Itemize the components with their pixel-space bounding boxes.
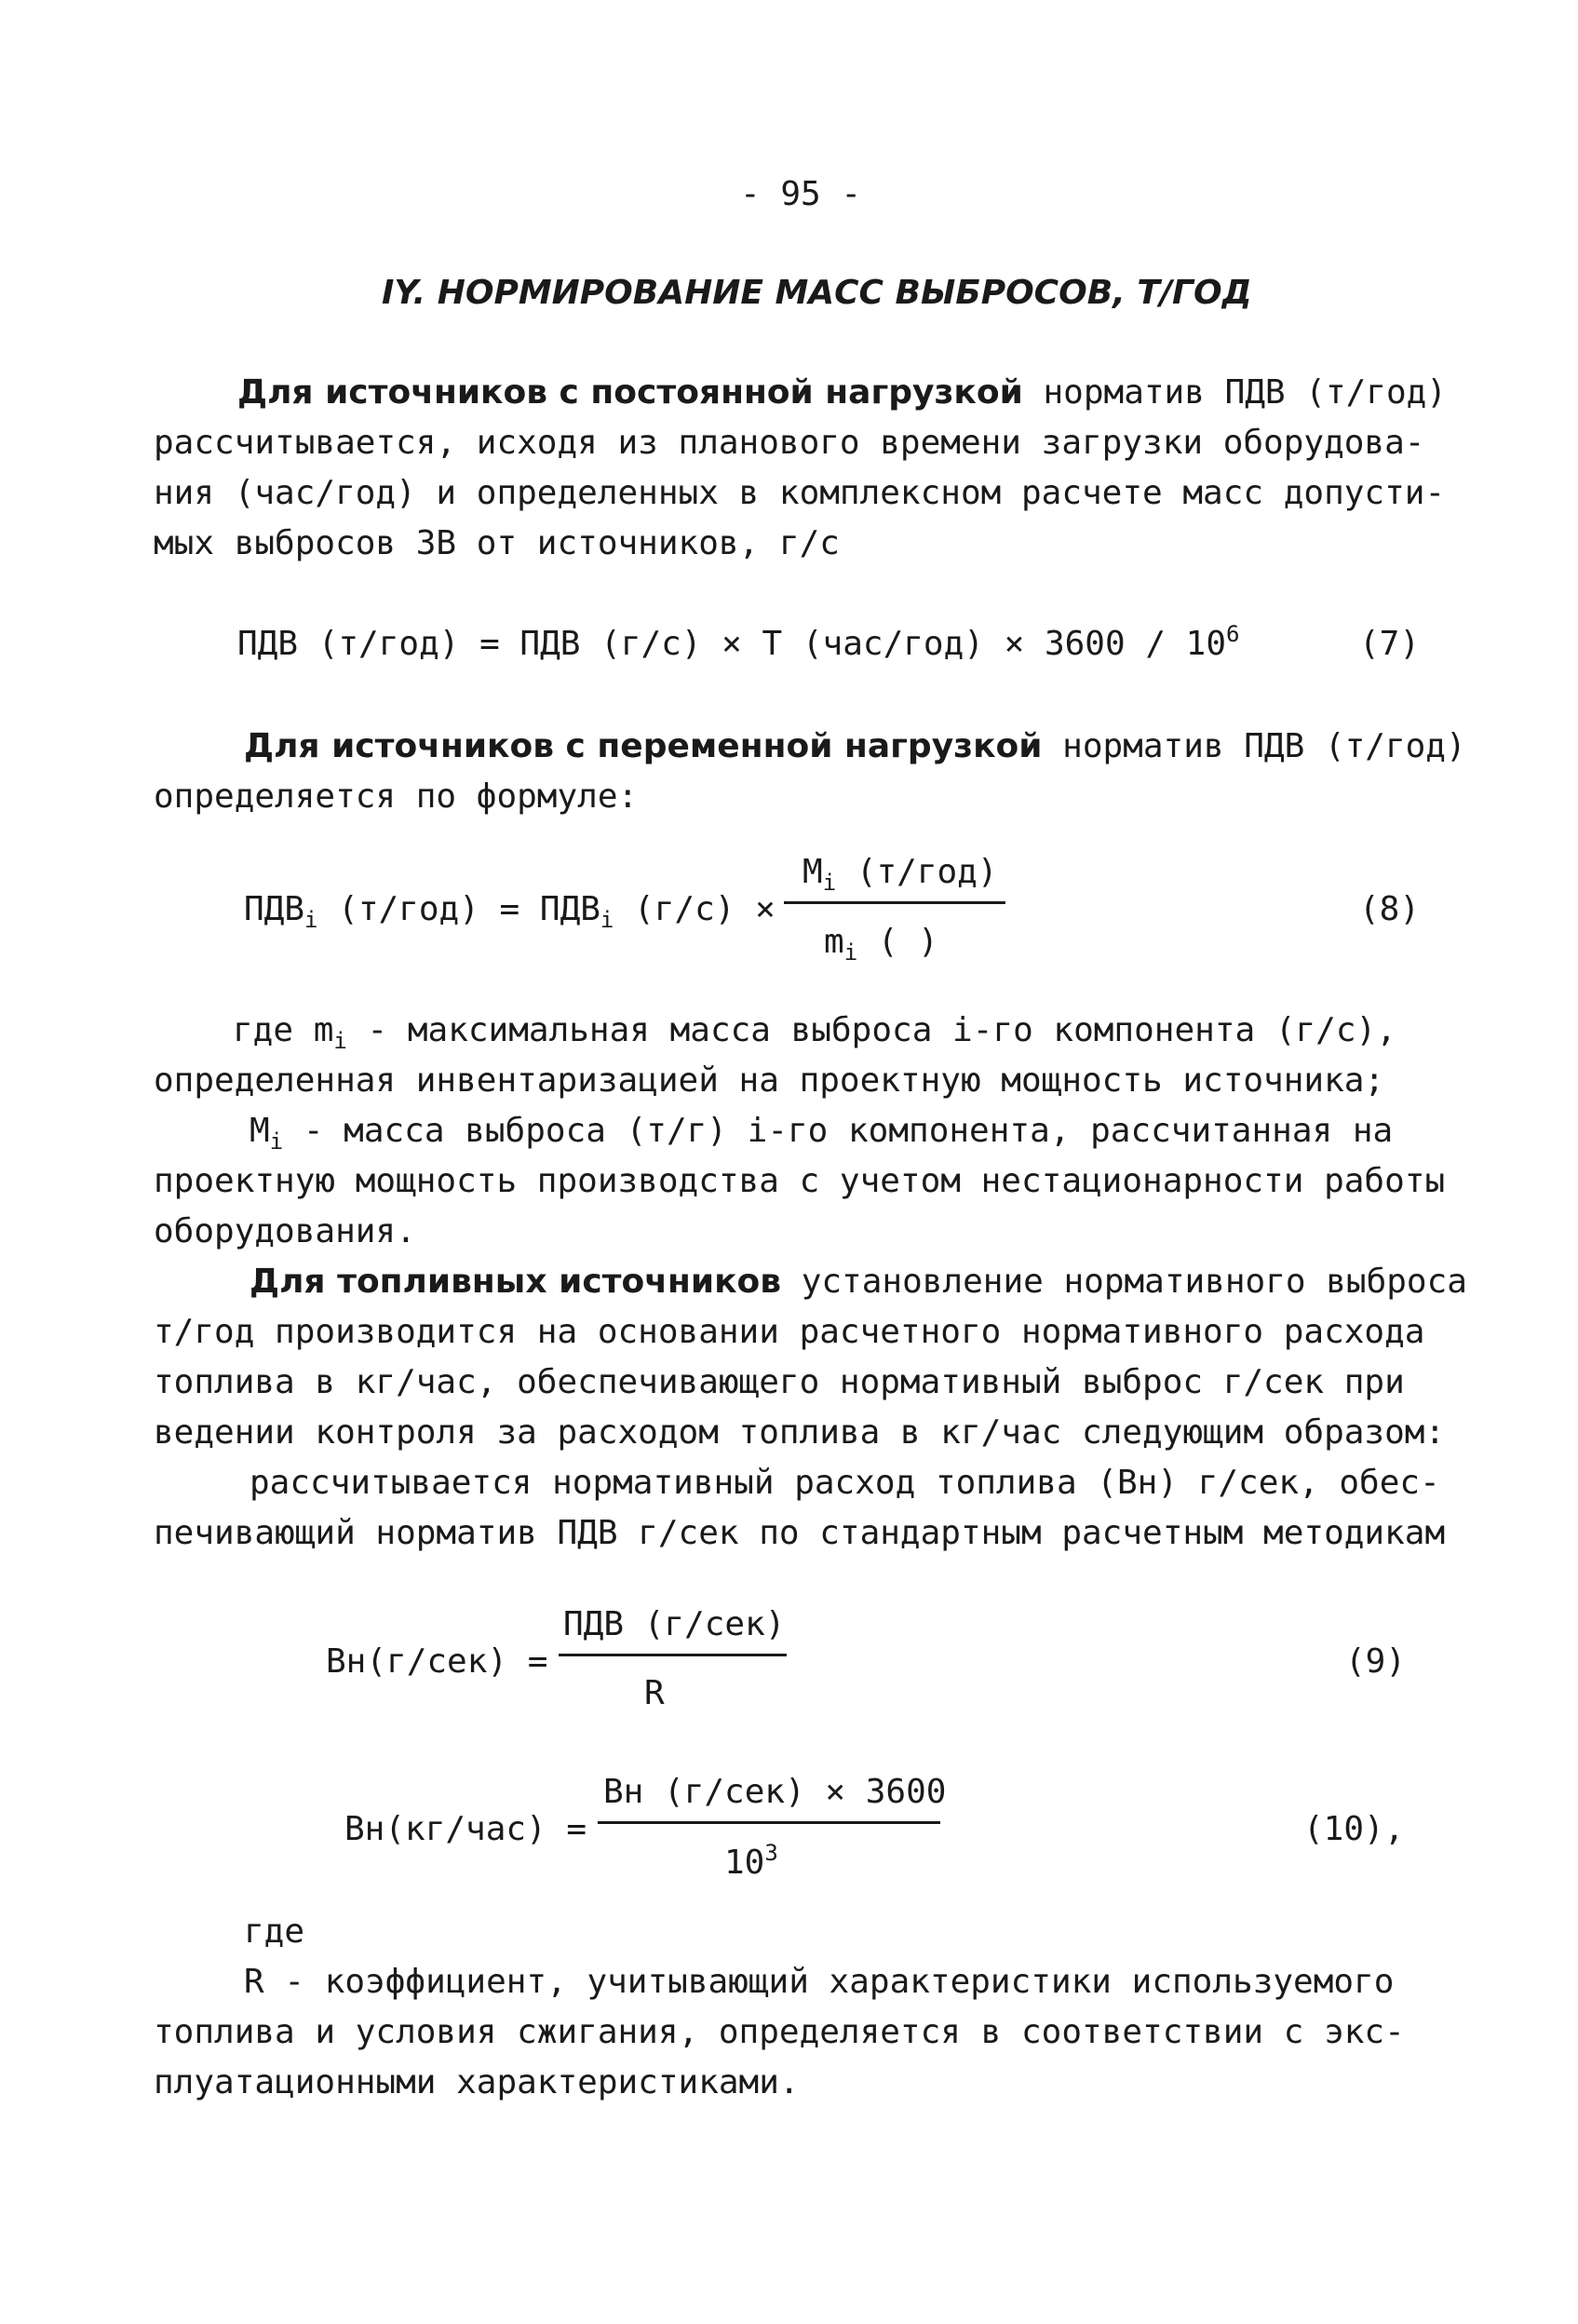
p2-line1-text: норматив ПДВ (т/год) — [1042, 727, 1466, 765]
p3-line2: определенная инвентаризацией на проектную мощность источника; — [154, 1061, 1385, 1100]
p5-line4: плуатационными характеристиками. — [154, 2063, 800, 2101]
formula-9-number: (9) — [1345, 1642, 1407, 1681]
p4-line5: рассчитывается нормативный расход топлива (Вн) г/сек, обес- — [250, 1464, 1440, 1502]
formula-8-number: (8) — [1359, 890, 1421, 928]
formula-9-numerator: ПДВ (г/сек) — [563, 1605, 786, 1643]
p1-line2: рассчитывается, исходя из планового времени загрузки оборудова- — [154, 424, 1425, 462]
formula-10-left: Вн(кг/час) = — [344, 1810, 587, 1848]
formula-9-denominator: R — [644, 1674, 665, 1712]
section-title: IY. НОРМИРОВАНИЕ МАСС ВЫБРОСОВ, Т/ГОД — [382, 274, 1252, 312]
formula-7-number: (7) — [1359, 625, 1421, 663]
formula-8-fraction-bar — [784, 901, 1005, 904]
p5-line3: топлива и условия сжигания, определяется в соответствии с экс- — [154, 2013, 1405, 2051]
formula-7-text: ПДВ (т/год) = ПДВ (г/с) × Т (час/год) × 3600 / 10 — [237, 625, 1227, 663]
p2-bold-lead: Для источников с переменной нагрузкой — [244, 727, 1043, 765]
p3-line5: оборудования. — [154, 1212, 416, 1250]
p5-line2: R - коэффициент, учитывающий характеристики используемого — [244, 1963, 1395, 2001]
page-number: - 95 - — [740, 175, 862, 213]
formula-10-denominator: $10^3$ — [724, 1840, 778, 1882]
p1-line1 — [237, 368, 1447, 418]
p1-line3: ния (час/год) и определенных в комплексном расчете масс допусти- — [154, 474, 1446, 512]
formula-10-number: (10), — [1303, 1810, 1405, 1848]
p4-bold-lead: Для топливных источников — [250, 1263, 782, 1301]
formula-7 — [237, 619, 1239, 669]
formula-8-numerator: $M_i$ (т/год) — [802, 853, 998, 896]
p1-line1-text: норматив ПДВ (т/год) — [1022, 373, 1447, 412]
p2-line1 — [244, 722, 1466, 772]
formula-10-numerator: Вн (г/сек) × 3600 — [603, 1773, 947, 1811]
p1-bold-lead: Для источников с постоянной нагрузкой — [237, 373, 1023, 412]
formula-9-fraction-bar — [559, 1654, 787, 1656]
p1-line4: мых выбросов ЗВ от источников, г/с — [154, 524, 840, 562]
p4-line1 — [250, 1257, 1467, 1307]
formula-7-exponent: 6 — [1226, 621, 1240, 647]
p3-line1: где $m_i$ - максимальная масса выброса i-го компонента (г/с), — [233, 1011, 1396, 1054]
p4-line6: печивающий норматив ПДВ г/сек по стандартным расчетным методикам — [154, 1514, 1446, 1552]
p4-line2: т/год производится на основании расчетного нормативного расхода — [154, 1313, 1425, 1351]
formula-9-left: Вн(г/сек) = — [326, 1642, 548, 1681]
p5-line1: где — [244, 1912, 305, 1951]
p2-line2: определяется по формуле: — [154, 777, 639, 816]
p3-line3: $M_i$ - масса выброса (т/г) i-го компонента, рассчитанная на — [250, 1112, 1394, 1155]
p4-line4: ведении контроля за расходом топлива в кг/час следующим образом: — [154, 1413, 1446, 1452]
formula-8-denominator: $m_i$ ( ) — [824, 923, 938, 966]
formula-8-left: $ПДВ_i$ $(т/год) = ПДВ_i$ (г/с) × — [244, 890, 776, 933]
p4-line1-text: установление нормативного выброса — [781, 1263, 1467, 1301]
p3-line4: проектную мощность производства с учетом нестационарности работы — [154, 1162, 1446, 1200]
formula-10-fraction-bar — [598, 1821, 940, 1824]
p4-line3: топлива в кг/час, обеспечивающего нормативный выброс г/сек при — [154, 1363, 1405, 1401]
